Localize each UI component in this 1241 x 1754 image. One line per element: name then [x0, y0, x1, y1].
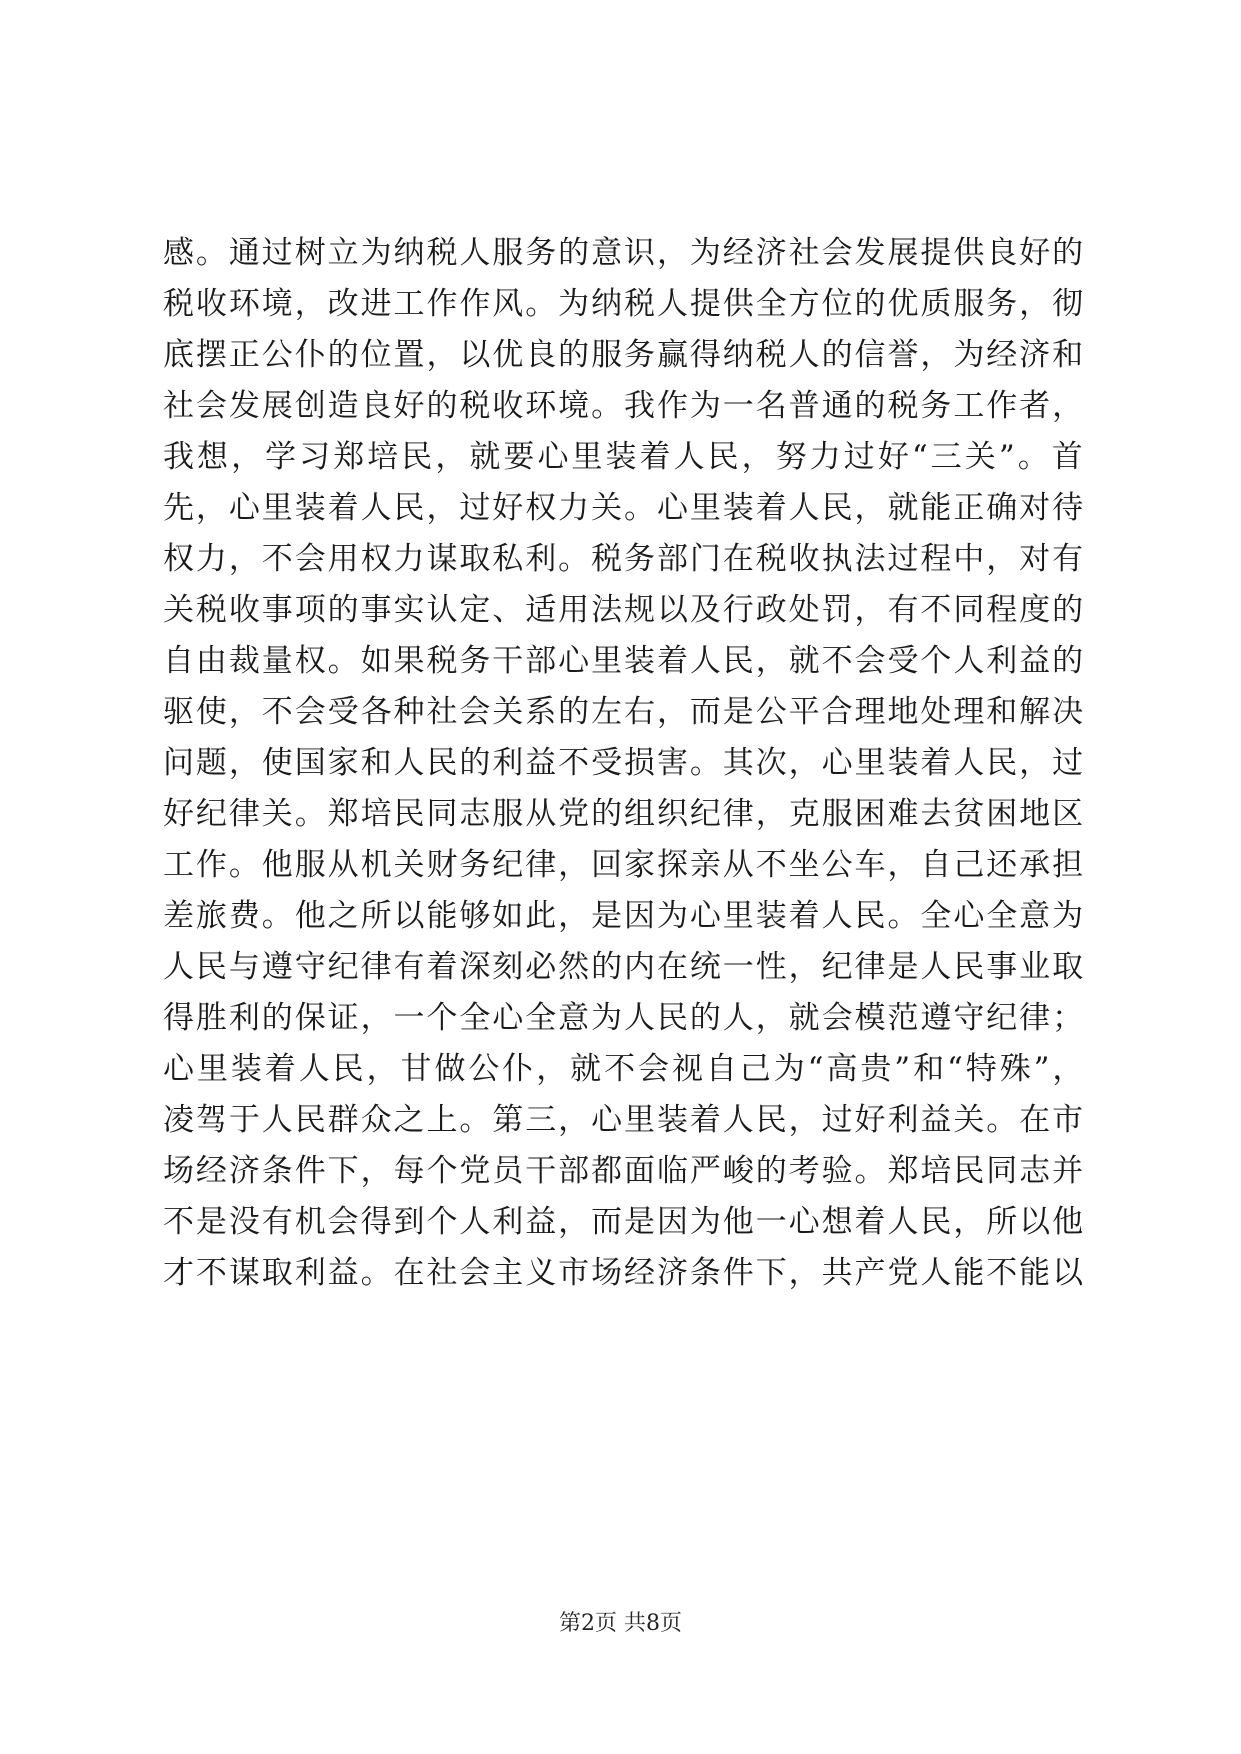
text-line: 我想，学习郑培民，就要心里装着人民，努力过好“三关”。首 — [163, 439, 1086, 475]
text-line: 税收环境，改进工作作风。为纳税人提供全方位的优质服务，彻 — [163, 286, 1086, 322]
text-line: 心里装着人民，甘做公仆，就不会视自己为“高贵”和“特殊”， — [163, 1051, 1087, 1087]
text-line: 底摆正公仆的位置，以优良的服务赢得纳税人的信誉，为经济和 — [163, 337, 1086, 373]
text-line: 得胜利的保证，一个全心全意为人民的人，就会模范遵守纪律； — [163, 1000, 1086, 1036]
text-line: 自由裁量权。如果税务干部心里装着人民，就不会受个人利益的 — [163, 643, 1086, 679]
page-footer: 第2页 共8页 — [559, 1611, 682, 1636]
text-line: 工作。他服从机关财务纪律，回家探亲从不坐公车，自己还承担 — [163, 847, 1086, 883]
text-line: 差旅费。他之所以能够如此，是因为心里装着人民。全心全意为 — [163, 898, 1086, 934]
text-line: 人民与遵守纪律有着深刻必然的内在统一性，纪律是人民事业取 — [163, 949, 1086, 985]
text-line: 权力，不会用权力谋取私利。税务部门在税收执法过程中，对有 — [163, 541, 1086, 577]
text-line: 场经济条件下，每个党员干部都面临严峻的考验。郑培民同志并 — [163, 1153, 1086, 1189]
text-line: 问题，使国家和人民的利益不受损害。其次，心里装着人民，过 — [163, 745, 1086, 781]
text-line: 驱使，不会受各种社会关系的左右，而是公平合理地处理和解决 — [163, 694, 1086, 730]
text-line: 不是没有机会得到个人利益，而是因为他一心想着人民，所以他 — [163, 1204, 1086, 1240]
text-line: 感。通过树立为纳税人服务的意识，为经济社会发展提供良好的 — [163, 235, 1086, 271]
text-line: 先，心里装着人民，过好权力关。心里装着人民，就能正确对待 — [163, 490, 1086, 526]
text-line: 才不谋取利益。在社会主义市场经济条件下，共产党人能不能以 — [163, 1255, 1086, 1291]
text-line: 好纪律关。郑培民同志服从党的组织纪律，克服困难去贫困地区 — [163, 796, 1086, 832]
text-line: 凌驾于人民群众之上。第三，心里装着人民，过好利益关。在市 — [163, 1102, 1086, 1138]
body-text — [163, 228, 1087, 1299]
text-line: 社会发展创造良好的税收环境。我作为一名普通的税务工作者， — [163, 388, 1086, 424]
text-line: 关税收事项的事实认定、适用法规以及行政处罚，有不同程度的 — [163, 592, 1086, 628]
